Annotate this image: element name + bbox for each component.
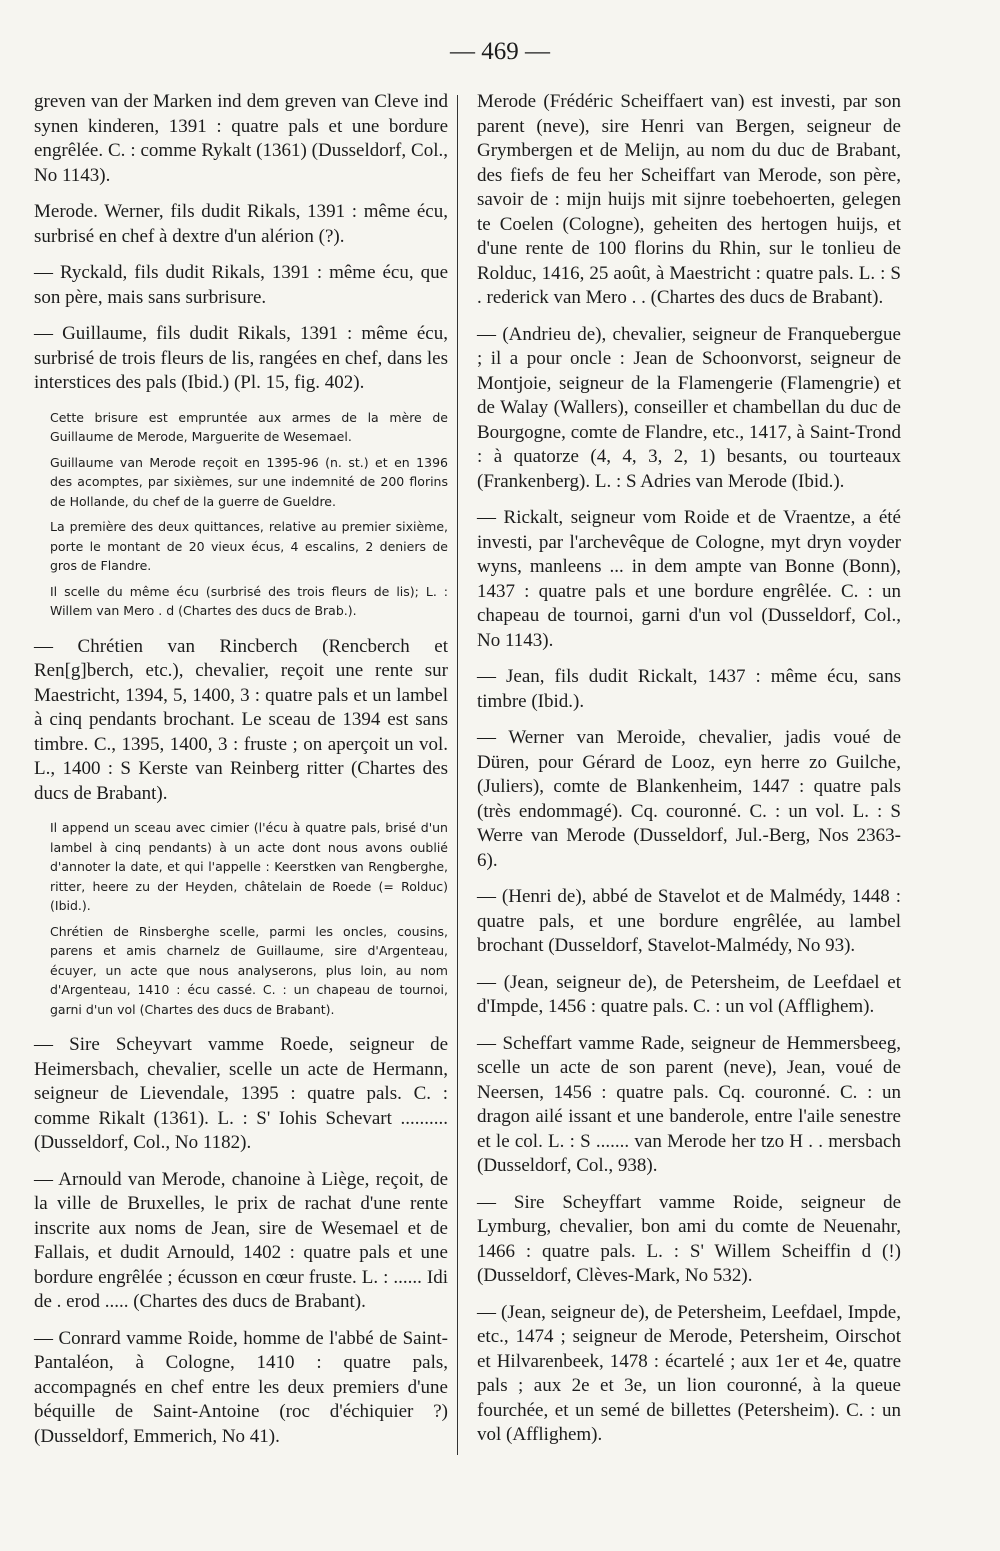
left-para-1: greven van der Marken ind dem greven van Cleve ind synen kinderen, 1391 : quatre pals et une bordure engrêlée. C. : comme Rykalt (1361) (Dusseldorf, Col., No 1143). xyxy=(34,91,448,186)
right-para-7: — (Jean, seigneur de), de Petersheim, de Leefdael et d'Impde, 1456 : quatre pals. C. : un vol (Afflighem). xyxy=(477,971,901,1017)
right-para-10: — (Jean, seigneur de), de Petersheim, Leefdael, Impde, etc., 1474 ; seigneur de Merode, Petersheim, Oirschot et Hilvarenbeek, 1478 : écartelé ; aux 1er et 4e, quatre pals ; aux 2e et 3e, un lion couronné, à la queue fourchée, et un semé de billettes (Petersheim). C. : un vol (Afflighem). xyxy=(477,1301,901,1445)
right-para-5: — Werner van Meroide, chevalier, jadis voué de Düren, pour Gérard de Looz, eyn herre zo Guilche, (Juliers), comte de Blankenheim, 1447 : quatre pals (très endommagé). Cq. couronné. C. : un vol. L. : S Werre van Merode (Dusseldorf, Jul.-Berg, Nos 2363-6). xyxy=(477,727,901,871)
right-para-2: — (Andrieu de), chevalier, seigneur de Franquebergue ; il a pour oncle : Jean de Schoonvorst, seigneur de Montjoie, seigneur de la Flamengerie (Flamengrie) et de Walay (Wallers), conseiller et chambellan du duc de Bourgogne, comte de Flandre, etc., 1417, à Saint-Trond : à quatorze (4, 4, 3, 2, 1) besants, ou tourteaux (Frankenberg). L. : S Adries van Merode (Ibid.). xyxy=(477,323,901,492)
left-note-2: Guillaume van Merode reçoit en 1395-96 (n. st.) et en 1396 des acomptes, par sixièmes, sur une indemnité de 200 florins de Hollande, du chef de la guerre de Gueldre. xyxy=(50,454,448,509)
left-para-5: — Chrétien van Rincberch (Rencberch et Ren[g]berch, etc.), chevalier, reçoit une rente sur Maestricht, 1394, 5, 1400, 3 : quatre pals et un lambel à cinq pendants brochant. Le sceau de 1394 est sans timbre. C., 1395, 1400, 3 : fruste ; on aperçoit un vol. L., 1400 : S Kerste van Reinberg ritter (Chartes des ducs de Brabant). xyxy=(34,635,448,804)
right-para-8: — Scheffart vamme Rade, seigneur de Hemmersbeeg, scelle un acte de son parent (neve), Jean, voué de Neersen, 1456 : quatre pals. Cq. couronné. C. : un dragon ailé issant et une banderole, entre l'aile senestre et le col. L. : S ....... van Merode her tzo H . . mersbach (Dusseldorf, Col., 938). xyxy=(477,1032,901,1176)
left-note-3: La première des deux quittances, relative au premier sixième, porte le montant de 20 vieux écus, 4 escalins, 2 deniers de gros de Flandre. xyxy=(50,519,448,573)
left-para-6: — Sire Scheyvart vamme Roede, seigneur de Heimersbach, chevalier, scelle un acte de Hermann, seigneur de Lievendale, 1395 : quatre pals. C. : comme Rikalt (1361). L. : S' Iohis Schevart .......... (Dusseldorf, Col., No 1182). xyxy=(34,1034,448,1153)
column-divider xyxy=(457,95,458,1455)
left-para-2: Merode. Werner, fils dudit Rikals, 1391 : même écu, surbrisé en chef à dextre d'un alérion (?). xyxy=(34,201,448,247)
right-para-4: — Jean, fils dudit Rickalt, 1437 : même écu, sans timbre (Ibid.). xyxy=(477,666,901,712)
left-note-4: Il scelle du même écu (surbrisé des trois fleurs de lis); L. : Willem van Mero . d (Chartes des ducs de Brab.). xyxy=(50,583,448,618)
right-column xyxy=(477,90,901,1460)
left-column xyxy=(34,90,448,1461)
left-para-4: — Guillaume, fils dudit Rikals, 1391 : même écu, surbrisé de trois fleurs de lis, rangées en chef, dans les interstices des pals (Ibid.) (Pl. 15, fig. 402). xyxy=(34,323,448,393)
left-para-3: — Ryckald, fils dudit Rikals, 1391 : même écu, que son père, mais sans surbrisure. xyxy=(34,262,448,308)
left-para-8: — Conrard vamme Roide, homme de l'abbé de Saint-Pantaléon, à Cologne, 1410 : quatre pals, accompagnés en chef entre les deux premiers d'une béquille de Saint-Antoine (roc d'échiquier ?) (Dusseldorf, Emmerich, No 41). xyxy=(34,1327,448,1447)
left-note-6: Chrétien de Rinsberghe scelle, parmi les oncles, cousins, parens et amis charnelz de Guillaume, sire d'Argenteau, écuyer, un acte que nous analyserons, plus loin, au nom d'Argenteau, 1410 : écu cassé. C. : un chapeau de tournoi, garni d'un vol (Chartes des ducs de Brabant). xyxy=(50,923,448,1017)
right-para-3: — Rickalt, seigneur vom Roide et de Vraentze, a été investi, par l'archevêque de Cologne, myt dryn voyder wyns, manleens ... in dem ampte van Bonne (Bonn), 1437 : quatre pals et une bordure engrêlée. C. : un chapeau de tournoi, garni d'un vol (Dusseldorf, Col., No 1143). xyxy=(477,507,901,651)
right-para-1: Merode (Frédéric Scheiffaert van) est investi, par son parent (neve), sire Henri van Bergen, seigneur de Grymbergen et de Melijn, au nom du duc de Brabant, des fiefs de feu her Scheiffart van Merode, son père, savoir de : mijn huijs mit sijnre toebehoerten, gelegen te Coelen (Cologne), geheiten des hertogen huijs, et d'une rente de 100 florins du Rhin, sur le tonlieu de Rolduc, 1416, 25 août, à Maestricht : quatre pals. L. : S . rederick van Mero . . (Chartes des ducs de Brabant). xyxy=(477,91,901,308)
right-para-9: — Sire Scheyffart vamme Roide, seigneur de Lymburg, chevalier, bon ami du comte de Neuenahr, 1466 : quatre pals. L. : S' Willem Scheiffin d (!) (Dusseldorf, Clèves-Mark, No 532). xyxy=(477,1191,901,1286)
left-para-7: — Arnould van Merode, chanoine à Liège, reçoit, de la ville de Bruxelles, le prix de rachat d'une rente inscrite aux noms de Jean, sire de Wesemael et de Fallais, et dudit Arnould, 1402 : quatre pals et une bordure engrêlée ; écusson en cœur fruste. L. : ...... Idi de . erod ..... (Chartes des ducs de Brabant). xyxy=(34,1168,448,1312)
right-para-6: — (Henri de), abbé de Stavelot et de Malmédy, 1448 : quatre pals, et une bordure engrêlée, au lambel brochant (Dusseldorf, Stavelot-Malmédy, No 93). xyxy=(477,886,901,956)
left-note-1: Cette brisure est empruntée aux armes de la mère de Guillaume de Merode, Marguerite de Wesemael. xyxy=(50,409,448,444)
page-number: — 469 — xyxy=(450,38,550,65)
left-note-5: Il append un sceau avec cimier (l'écu à quatre pals, brisé d'un lambel à cinq pendants) à un acte dont nous avons oublié d'annoter la date, et qui l'appelle : Keerstken van Rengberghe, ritter, heere zu der Heyden, châtelain de Roede (= Rolduc) (Ibid.). xyxy=(50,820,448,913)
